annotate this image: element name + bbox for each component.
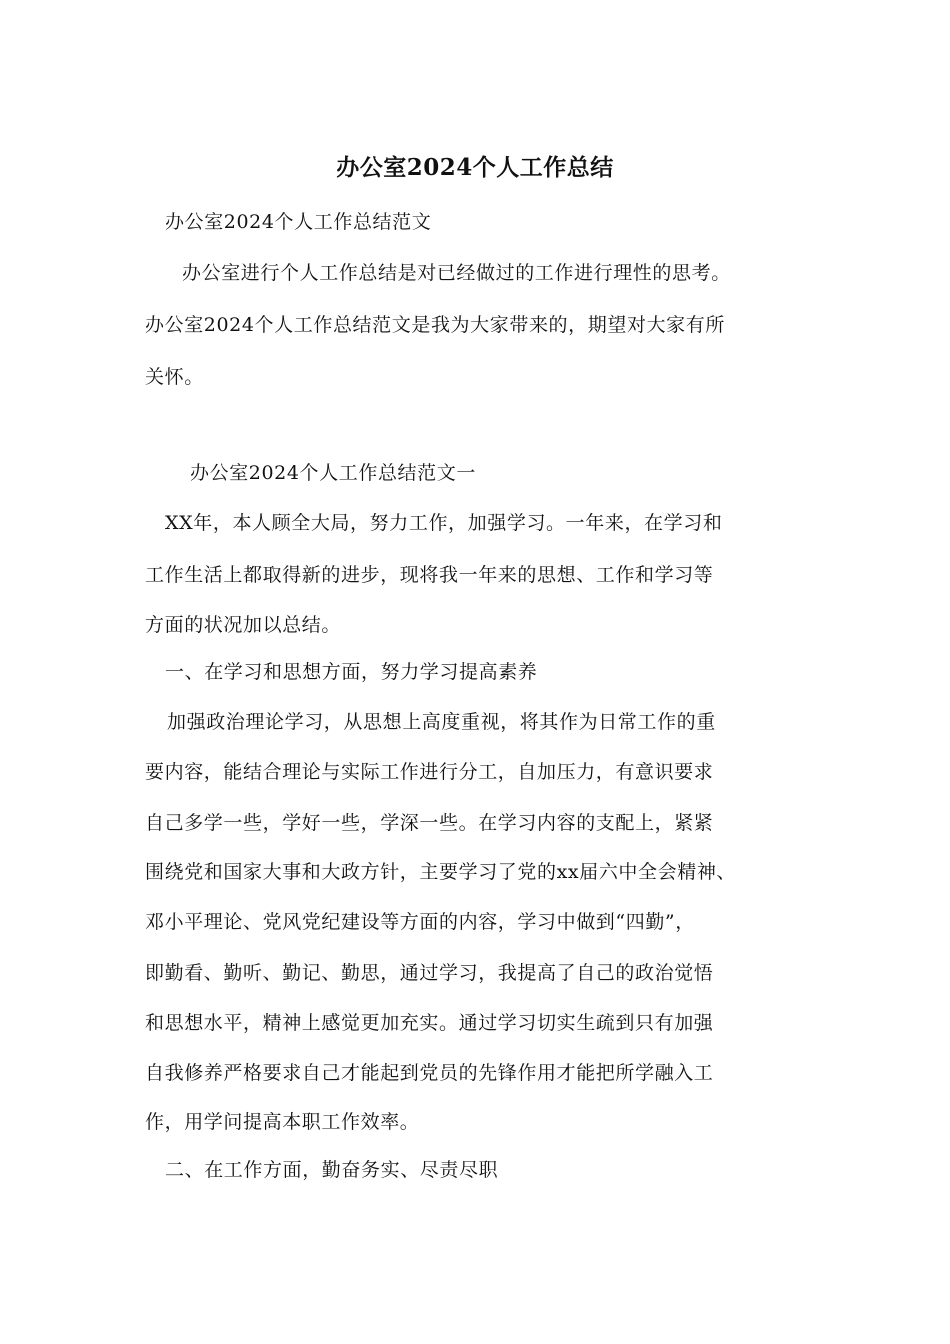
para2-line-7: 和思想水平，精神上感觉更加充实。通过学习切实生疏到只有加强 (145, 1012, 714, 1034)
document-title: 办公室2024个人工作总结 (336, 154, 614, 181)
para2-line-9: 作，用学问提高本职工作效率。 (145, 1111, 420, 1133)
para2-line-4: 围绕党和国家大事和大政方针，主要学习了党的xx届六中全会精神、 (145, 861, 737, 883)
para2-line-8: 自我修养严格要求自己才能起到党员的先锋作用才能把所学融入工 (145, 1062, 714, 1084)
para2-line-1: 加强政治理论学习，从思想上高度重视，将其作为日常工作的重 (167, 711, 716, 733)
para2-line-5: 邓小平理论、党风党纪建设等方面的内容，学习中做到“四勤”， (145, 911, 695, 933)
para2-line-3: 自己多学一些，学好一些，学深一些。在学习内容的支配上，紧紧 (145, 812, 714, 834)
intro-line-1: 办公室进行个人工作总结是对已经做过的工作进行理性的思考。 (182, 262, 731, 284)
para1-line-3: 方面的状况加以总结。 (145, 614, 342, 636)
section-heading-1: 办公室2024个人工作总结范文一 (190, 462, 476, 484)
para2-line-6: 即勤看、勤听、勤记、勤思，通过学习，我提高了自己的政治觉悟 (145, 962, 714, 984)
subtitle-line: 办公室2024个人工作总结范文 (165, 211, 432, 233)
heading-work: 二、在工作方面，勤奋务实、尽责尽职 (165, 1159, 499, 1181)
para2-line-2: 要内容，能结合理论与实际工作进行分工，自加压力，有意识要求 (145, 761, 714, 783)
heading-study: 一、在学习和思想方面，努力学习提高素养 (165, 661, 538, 683)
intro-line-2: 办公室2024个人工作总结范文是我为大家带来的，期望对大家有所 (145, 314, 725, 336)
intro-line-3: 关怀。 (145, 366, 204, 388)
para1-line-1: XX年，本人顾全大局，努力工作，加强学习。一年来，在学习和 (165, 512, 723, 534)
para1-line-2: 工作生活上都取得新的进步，现将我一年来的思想、工作和学习等 (145, 564, 714, 586)
